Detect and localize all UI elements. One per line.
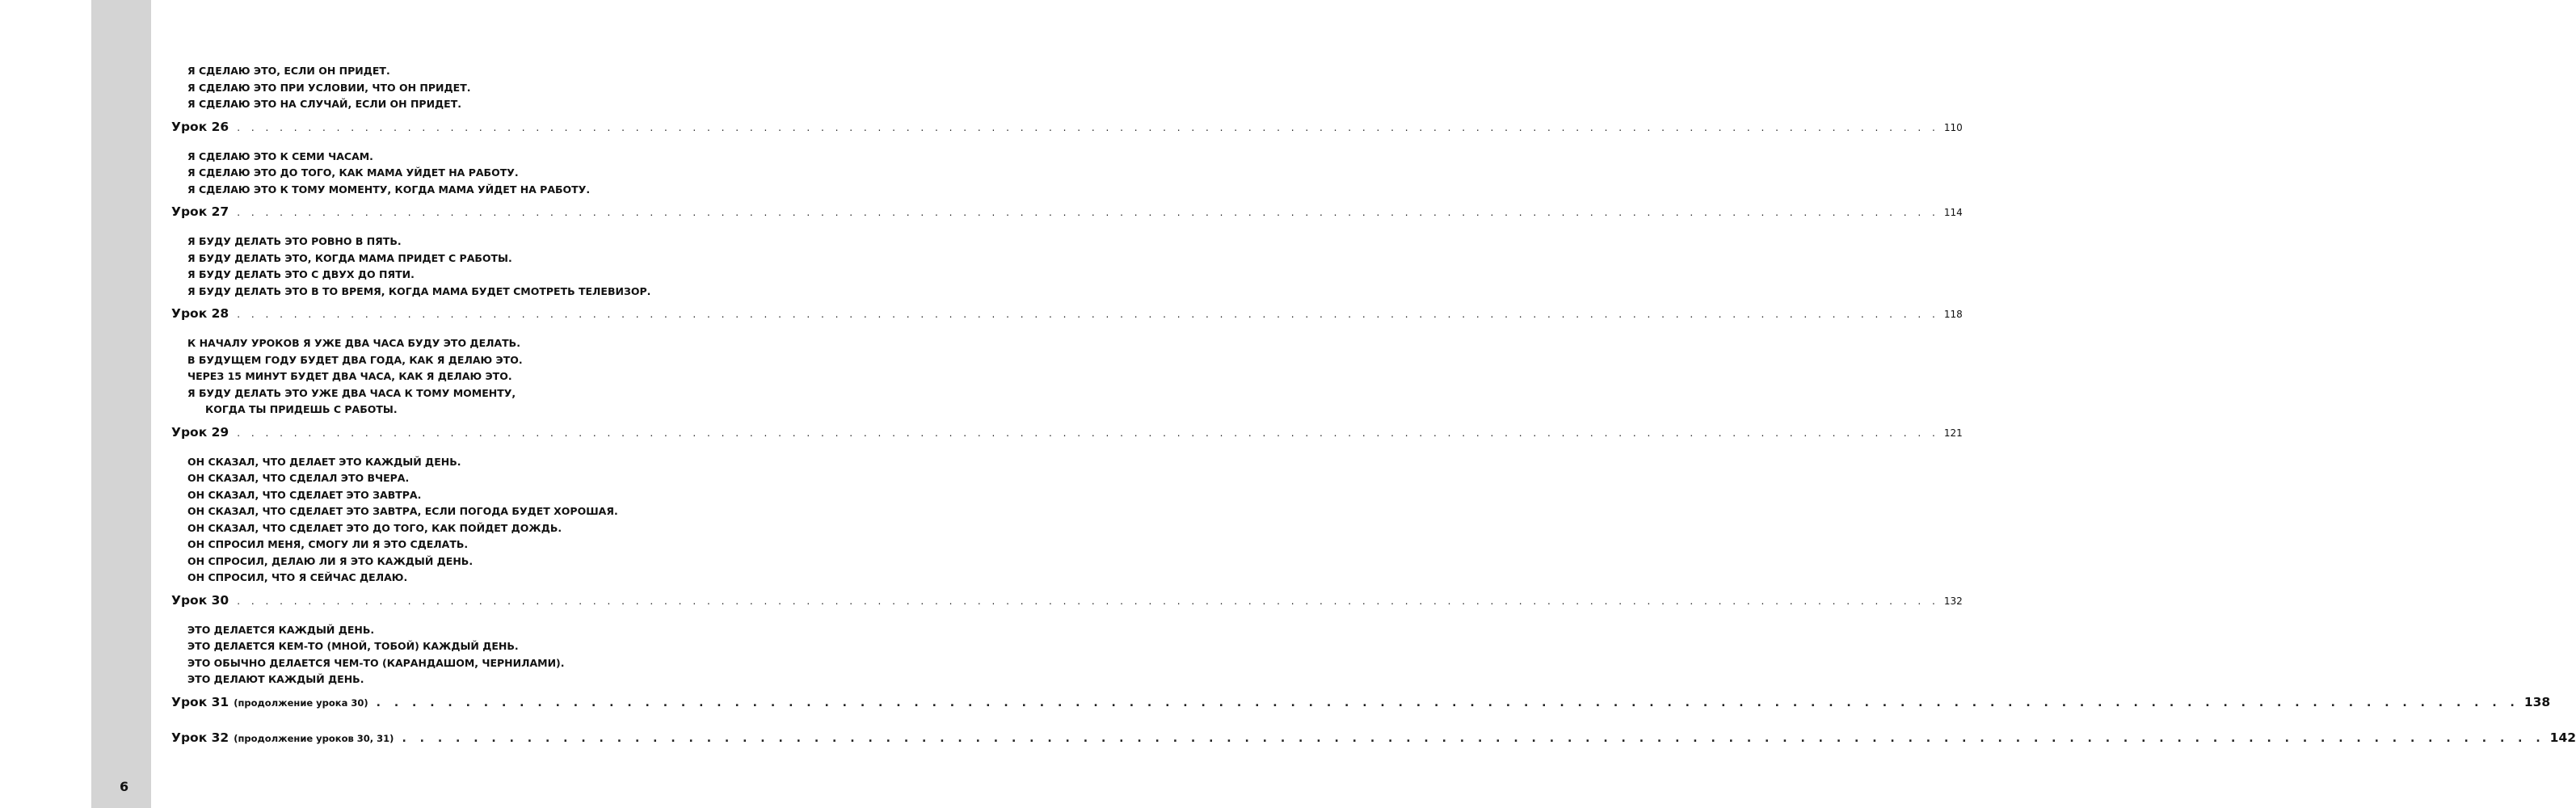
lesson-page-number: 132 bbox=[1943, 595, 1963, 607]
page-margin-sidebar bbox=[91, 0, 151, 808]
lesson-title: Урок 29 bbox=[171, 424, 229, 440]
dot-leader: . . . . . . . . . . . . . . . . . . . . . . . . . . . . . . . . . . . . . . . . . . . . . . . . . . . . . . . . . . . . . . . . . . . . . . . . . . . . . . . . . . . . . . . . . . . . . . . . . . . . . . . . . . . . . . . . . . . . . . . . bbox=[402, 731, 2545, 745]
content-line: ЧЕРЕЗ 15 МИНУТ БУДЕТ ДВА ЧАСА, КАК Я ДЕЛАЮ ЭТО. bbox=[187, 370, 512, 382]
lesson-heading[interactable] bbox=[171, 694, 2551, 722]
lesson-page-number: 114 bbox=[1943, 207, 1963, 218]
content-line: Я СДЕЛАЮ ЭТО ПРИ УСЛОВИИ, ЧТО ОН ПРИДЕТ. bbox=[187, 81, 471, 94]
content-line: К НАЧАЛУ УРОКОВ Я УЖЕ ДВА ЧАСА БУДУ ЭТО ДЕЛАТЬ. bbox=[187, 337, 520, 349]
dot-leader: . . . . . . . . . . . . . . . . . . . . . . . . . . . . . . . . . . . . . . . . . . . . . . . . . . . . . . . . . . . . . . . . . . . . . . . . . . . . . . . . . . . . . . . . . . . . . . . . . . . . . . . . . . . . . . . . . . . . . . . . bbox=[237, 595, 1939, 607]
lesson-heading[interactable] bbox=[171, 119, 1963, 141]
lesson-heading[interactable] bbox=[171, 306, 1963, 327]
content-line: ОН СПРОСИЛ, ЧТО Я СЕЙЧАС ДЕЛАЮ. bbox=[187, 571, 408, 583]
content-line: ОН СПРОСИЛ МЕНЯ, СМОГУ ЛИ Я ЭТО СДЕЛАТЬ. bbox=[187, 538, 469, 550]
content-line: Я БУДУ ДЕЛАТЬ ЭТО В ТО ВРЕМЯ, КОГДА МАМА БУДЕТ СМОТРЕТЬ ТЕЛЕВИЗОР. bbox=[187, 284, 651, 297]
lesson-page-number: 121 bbox=[1943, 427, 1963, 439]
content-line: ЭТО ОБЫЧНО ДЕЛАЕТСЯ ЧЕМ-ТО (КАРАНДАШОМ, ЧЕРНИЛАМИ). bbox=[187, 656, 565, 669]
dot-leader: . . . . . . . . . . . . . . . . . . . . . . . . . . . . . . . . . . . . . . . . . . . . . . . . . . . . . . . . . . . . . . . . . . . . . . . . . . . . . . . . . . . . . . . . . . . . . . . . . . . . . . . . . . . . . . . . . . . . . . . . bbox=[237, 427, 1939, 439]
content-line: Я СДЕЛАЮ ЭТО НА СЛУЧАЙ, ЕСЛИ ОН ПРИДЕТ. bbox=[187, 98, 461, 110]
lesson-heading[interactable] bbox=[171, 204, 1963, 225]
content-line: ЭТО ДЕЛАЮТ КАЖДЫЙ ДЕНЬ. bbox=[187, 673, 364, 685]
content-line: КОГДА ТЫ ПРИДЕШЬ С РАБОТЫ. bbox=[205, 403, 398, 415]
lesson-title: Урок 32 bbox=[171, 730, 229, 745]
content-line: Я БУДУ ДЕЛАТЬ ЭТО УЖЕ ДВА ЧАСА К ТОМУ МОМЕНТУ, bbox=[187, 386, 516, 399]
content-line: Я БУДУ ДЕЛАТЬ ЭТО РОВНО В ПЯТЬ. bbox=[187, 235, 402, 247]
lesson-items bbox=[187, 149, 653, 199]
lesson-list bbox=[171, 119, 2576, 758]
lesson-title: Урок 27 bbox=[171, 204, 229, 219]
lesson-items bbox=[187, 622, 653, 688]
lesson-title: Урок 26 bbox=[171, 119, 229, 134]
intro-lines bbox=[187, 63, 653, 113]
dot-leader: . . . . . . . . . . . . . . . . . . . . . . . . . . . . . . . . . . . . . . . . . . . . . . . . . . . . . . . . . . . . . . . . . . . . . . . . . . . . . . . . . . . . . . . . . . . . . . . . . . . . . . . . . . . . . . . . . . . . . . . . bbox=[237, 309, 1939, 320]
lesson-title: Урок 31 bbox=[171, 694, 229, 709]
table-of-contents bbox=[171, 63, 2576, 766]
lesson-note: (продолжение уроков 30, 31) bbox=[234, 732, 394, 744]
lesson-page-number: 110 bbox=[1943, 121, 1963, 133]
content-line: ЭТО ДЕЛАЕТСЯ КЕМ-ТО (МНОЙ, ТОБОЙ) КАЖДЫЙ ДЕНЬ. bbox=[187, 640, 519, 652]
content-line: ОН СКАЗАЛ, ЧТО СДЕЛАЕТ ЭТО ЗАВТРА, ЕСЛИ ПОГОДА БУДЕТ ХОРОШАЯ. bbox=[187, 505, 618, 517]
content-line: ОН СКАЗАЛ, ЧТО СДЕЛАЕТ ЭТО ДО ТОГО, КАК ПОЙДЕТ ДОЖДЬ. bbox=[187, 521, 562, 534]
content-line: В БУДУЩЕМ ГОДУ БУДЕТ ДВА ГОДА, КАК Я ДЕЛАЮ ЭТО. bbox=[187, 353, 523, 366]
lesson-page-number: 142 bbox=[2549, 730, 2576, 745]
dot-leader: . . . . . . . . . . . . . . . . . . . . . . . . . . . . . . . . . . . . . . . . . . . . . . . . . . . . . . . . . . . . . . . . . . . . . . . . . . . . . . . . . . . . . . . . . . . . . . . . . . . . . . . . . . . . . . . . . . . . . . . . bbox=[237, 207, 1939, 218]
content-line: ЭТО ДЕЛАЕТСЯ КАЖДЫЙ ДЕНЬ. bbox=[187, 623, 375, 636]
content-line: Я СДЕЛАЮ ЭТО К СЕМИ ЧАСАМ. bbox=[187, 149, 373, 162]
lesson-title: Урок 28 bbox=[171, 306, 229, 321]
page-number: 6 bbox=[120, 779, 129, 794]
content-line: Я БУДУ ДЕЛАТЬ ЭТО, КОГДА МАМА ПРИДЕТ С РАБОТЫ. bbox=[187, 251, 512, 264]
content-line: Я СДЕЛАЮ ЭТО, ЕСЛИ ОН ПРИДЕТ. bbox=[187, 65, 390, 77]
lesson-heading[interactable] bbox=[171, 592, 1963, 614]
lesson-items bbox=[187, 234, 653, 300]
content-line: Я БУДУ ДЕЛАТЬ ЭТО С ДВУХ ДО ПЯТИ. bbox=[187, 268, 415, 280]
lesson-page-number: 138 bbox=[2523, 694, 2551, 709]
lesson-heading[interactable] bbox=[171, 424, 1963, 446]
lesson-note: (продолжение урока 30) bbox=[234, 696, 368, 709]
lesson-title: Урок 30 bbox=[171, 592, 229, 608]
content-line: ОН СКАЗАЛ, ЧТО СДЕЛАЛ ЭТО ВЧЕРА. bbox=[187, 472, 410, 484]
lesson-page-number: 118 bbox=[1943, 309, 1963, 320]
lesson-items bbox=[187, 335, 653, 419]
lesson-heading[interactable] bbox=[171, 730, 2576, 758]
lesson-items bbox=[187, 454, 653, 587]
content-line: Я СДЕЛАЮ ЭТО ДО ТОГО, КАК МАМА УЙДЕТ НА РАБОТУ. bbox=[187, 166, 519, 179]
dot-leader: . . . . . . . . . . . . . . . . . . . . . . . . . . . . . . . . . . . . . . . . . . . . . . . . . . . . . . . . . . . . . . . . . . . . . . . . . . . . . . . . . . . . . . . . . . . . . . . . . . . . . . . . . . . . . . . . . . . . . . . . bbox=[237, 121, 1939, 133]
content-line: ОН СПРОСИЛ, ДЕЛАЮ ЛИ Я ЭТО КАЖДЫЙ ДЕНЬ. bbox=[187, 554, 474, 567]
content-line: ОН СКАЗАЛ, ЧТО ДЕЛАЕТ ЭТО КАЖДЫЙ ДЕНЬ. bbox=[187, 455, 461, 468]
content-line: ОН СКАЗАЛ, ЧТО СДЕЛАЕТ ЭТО ЗАВТРА. bbox=[187, 488, 422, 501]
dot-leader: . . . . . . . . . . . . . . . . . . . . . . . . . . . . . . . . . . . . . . . . . . . . . . . . . . . . . . . . . . . . . . . . . . . . . . . . . . . . . . . . . . . . . . . . . . . . . . . . . . . . . . . . . . . . . . . . . . . . . . . . bbox=[376, 696, 2519, 709]
content-line: Я СДЕЛАЮ ЭТО К ТОМУ МОМЕНТУ, КОГДА МАМА УЙДЕТ НА РАБОТУ. bbox=[187, 183, 591, 196]
